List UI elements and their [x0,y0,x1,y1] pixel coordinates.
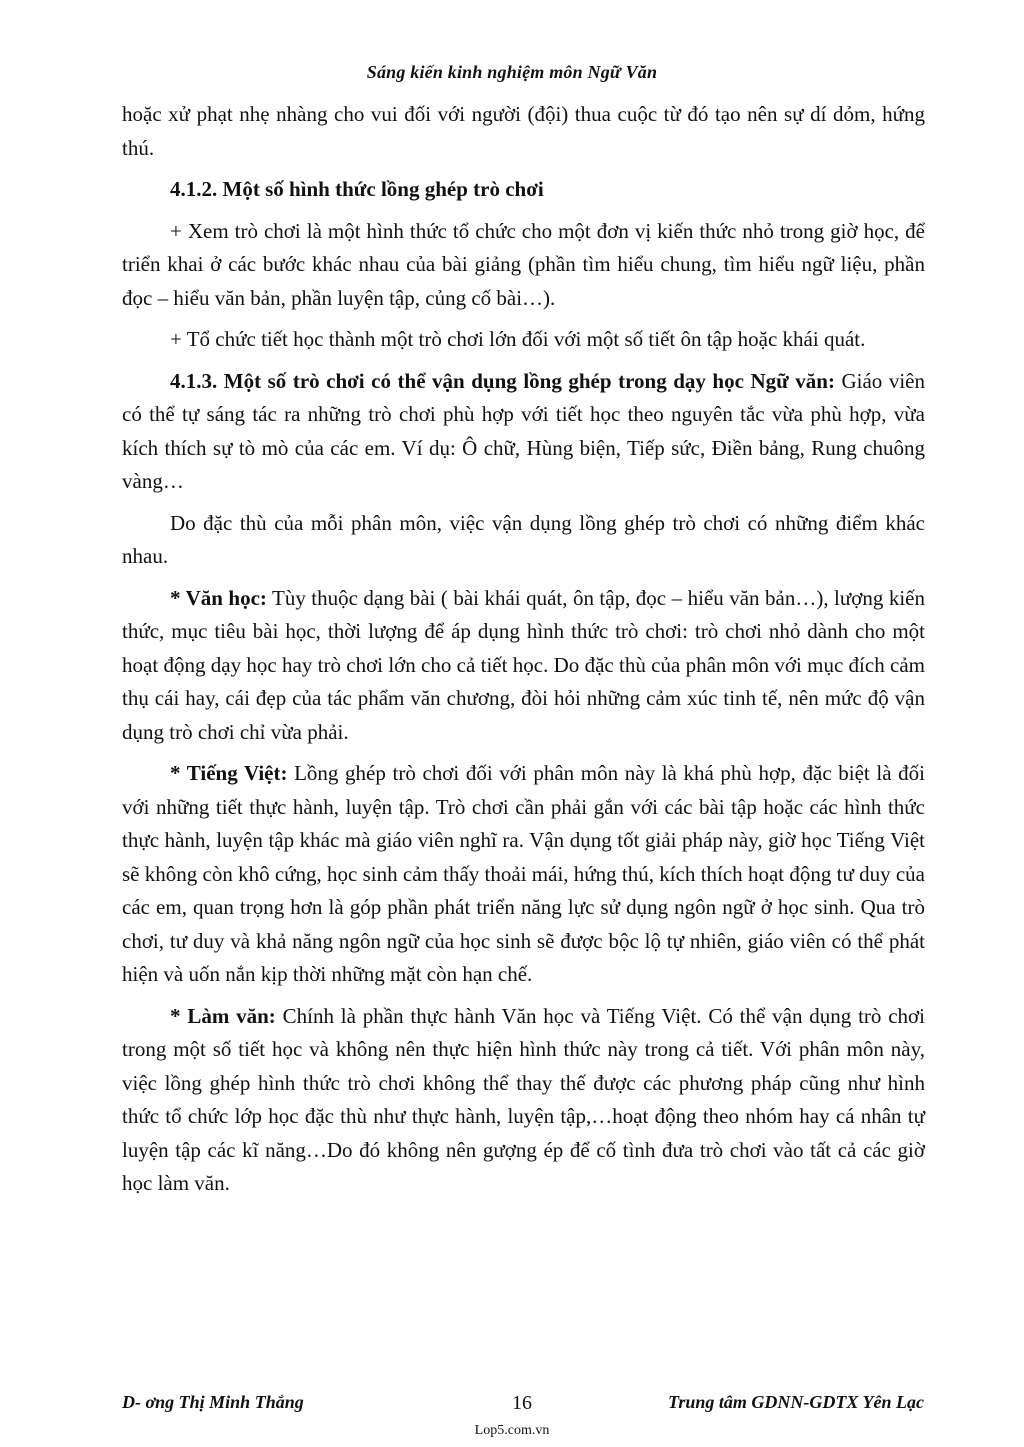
section-heading-4-1-3: 4.1.3. Một số trò chơi có thể vận dụng lồng ghép trong dạy học Ngữ văn: [170,368,835,393]
watermark: Lop5.com.vn [474,1423,550,1438]
footer-organization: Trung tâm GDNN-GDTX Yên Lạc [668,1392,924,1412]
tieng-viet-text: Lồng ghép trò chơi đối với phân môn này là khá phù hợp, đặc biệt là đối với những tiết thực hành, luyện tập. Trò chơi cần phải gắn với các bài tập hoặc các hình thức thực hành, luyện tập khác mà giáo viên nghĩ ra. Vận dụng tốt giải pháp này, giờ học Tiếng Việt sẽ không còn khô cứng, học sinh cảm thấy thoải mái, hứng thú, kích thích hoạt động tư duy của các em, quan trọng hơn là góp phần phát triển năng lực sử dụng ngôn ngữ ở học sinh. Qua trò chơi, tư duy và khả năng ngôn ngữ của học sinh sẽ được bộc lộ tự nhiên, giáo viên có thể phát hiện và uốn nắn kịp thời những mặt còn hạn chế. [122,761,925,986]
document-body [122,98,925,1209]
paragraph-continuation: hoặc xử phạt nhẹ nhàng cho vui đối với người (đội) thua cuộc từ đó tạo nên sự dí dỏm, hứng thú. [122,102,925,160]
lam-van-label: * Làm văn: [170,1003,276,1028]
section-4-1-3 [122,365,925,499]
section-4-1-3-text: Giáo viên có thể tự sáng tác ra những trò chơi phù hợp với tiết học theo nguyên tắc vừa phù hợp, vừa kích thích sự tò mò của các em. Ví dụ: Ô chữ, Hùng biện, Tiếp sức, Điền bảng, Rung chuông vàng… [122,368,925,493]
footer-author: D- ơng Thị Minh Thắng [122,1392,304,1412]
page-number: 16 [512,1392,532,1414]
section-heading-4-1-2: 4.1.2. Một số hình thức lồng ghép trò chơi [170,177,544,201]
page-footer [0,1392,1024,1422]
lam-van-text: Chính là phần thực hành Văn học và Tiếng Việt. Có thể vận dụng trò chơi trong một số tiết học và không nên thực hiện hình thức này trong cả tiết. Với phân môn này, việc lồng ghép hình thức trò chơi không thể thay thế được các phương pháp cũng như hình thức tổ chức lớp học đặc thù như thực hành, luyện tập,…hoạt động theo nhóm hay cá nhân tự luyện tập các kĩ năng…Do đó không nên gượng ép để cố tình đưa trò chơi vào tất cả các giờ học làm văn. [122,1003,925,1195]
paragraph-van-hoc [122,582,925,750]
paragraph-game-form-1: + Xem trò chơi là một hình thức tổ chức cho một đơn vị kiến thức nhỏ trong giờ học, để triển khai ở các bước khác nhau của bài giảng (phần tìm hiểu chung, tìm hiểu ngữ liệu, phần đọc – hiểu văn bản, phần luyện tập, củng cố bài…). [122,218,925,310]
paragraph-subject-differences: Do đặc thù của mỗi phân môn, việc vận dụng lồng ghép trò chơi có những điểm khác nhau. [122,510,925,568]
page-header: Sáng kiến kinh nghiệm môn Ngữ Văn [366,62,658,82]
paragraph-tieng-viet [122,757,925,992]
tieng-viet-label: * Tiếng Việt: [170,761,288,785]
paragraph-game-form-2: + Tổ chức tiết học thành một trò chơi lớn đối với một số tiết ôn tập hoặc khái quát. [170,327,866,351]
van-hoc-label: * Văn học: [170,585,267,610]
paragraph-lam-van [122,1000,925,1201]
van-hoc-text: Tùy thuộc dạng bài ( bài khái quát, ôn tập, đọc – hiểu văn bản…), lượng kiến thức, mục tiêu bài học, thời lượng để áp dụng hình thức trò chơi: trò chơi nhỏ dành cho một hoạt động dạy học hay trò chơi lớn cho cả tiết học. Do đặc thù của phân môn với mục đích cảm thụ cái hay, cái đẹp của tác phẩm văn chương, đòi hỏi những cảm xúc tinh tế, nên mức độ vận dụng trò chơi chỉ vừa phải. [122,585,925,744]
